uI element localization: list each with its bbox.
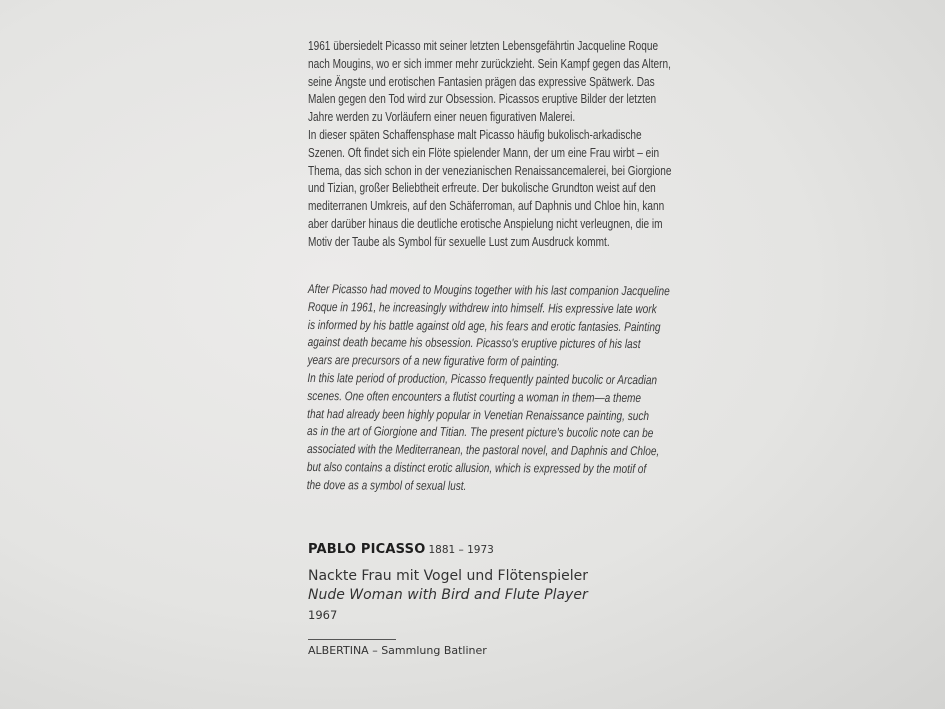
text-line: In dieser späten Schaffensphase malt Picasso häufig bukolisch-arkadische [308,127,642,142]
artist-dates: 1881 – 1973 [428,544,494,556]
divider [308,639,396,640]
text-line: scenes. One often encounters a flutist courting a woman in them—a theme [307,388,642,405]
artwork-title-german: Nackte Frau mit Vogel und Flötenspieler [308,568,588,584]
text-line: Malen gegen den Tod wird zur Obsession. Picassos eruptive Bilder der letzten [308,92,657,107]
artist-name: PABLO PICASSO [308,542,426,557]
text-line: that had already been highly popular in Venetian Renaissance painting, such [307,406,650,423]
artwork-title-english: Nude Woman with Bird and Flute Player [308,587,588,603]
text-line: Thema, das sich schon in der venezianischen Renaissancemalerei, bei Giorgione [308,163,672,178]
collection-credit: ALBERTINA – Sammlung Batliner [308,644,487,657]
text-line: as in the art of Giorgione and Titian. The present picture's bucolic note can be [307,424,654,441]
text-line: against death became his obsession. Picasso's eruptive pictures of his last [307,335,641,352]
text-line: years are precursors of a new figurative form of painting. [307,353,560,369]
text-line: is informed by his battle against old age, his fears and erotic fantasies. Painting [307,317,661,334]
text-line: und Tizian, großer Beliebtheit erfreute. Der bukolische Grundton weist auf den [308,181,656,196]
text-line: 1961 übersiedelt Picasso mit seiner letzten Lebensgefährtin Jacqueline Roque [308,39,659,53]
text-line: seine Ängste und erotischen Fantasien prägen das expressive Spätwerk. Das [308,74,655,89]
german-description [308,38,778,252]
text-line: Motiv der Taube als Symbol für sexuelle Lust zum Ausdruck kommt. [308,234,610,249]
artwork-credit [308,540,588,657]
text-line: mediterranen Umkreis, auf den Schäferroman, auf Daphnis und Chloe hin, kann [308,199,665,214]
text-line: but also contains a distinct erotic allusion, which is expressed by the motif of [306,459,647,477]
text-line: associated with the Mediterranean, the pastoral novel, and Daphnis and Chloe, [306,442,660,459]
text-line: Roque in 1961, he increasingly withdrew into himself. His expressive late work [307,299,657,316]
text-line: After Picasso had moved to Mougins together with his last companion Jacqueline [307,281,670,299]
text-line: nach Mougins, wo er sich immer mehr zurückzieht. Sein Kampf gegen das Altern, [308,56,671,71]
text-line: Szenen. Oft findet sich ein Flöte spielender Mann, der um eine Frau wirbt – ein [308,145,660,160]
text-line: aber darüber hinaus die deutliche erotische Anspielung nicht verleugnen, die im [308,216,663,231]
english-description [307,281,778,497]
text-line: Jahre werden zu Vorläufern einer neuen figurativen Malerei. [308,110,576,125]
artwork-year: 1967 [308,608,338,622]
text-line: the dove as a symbol of sexual lust. [306,477,467,493]
text-line: In this late period of production, Picasso frequently painted bucolic or Arcadian [307,370,658,388]
